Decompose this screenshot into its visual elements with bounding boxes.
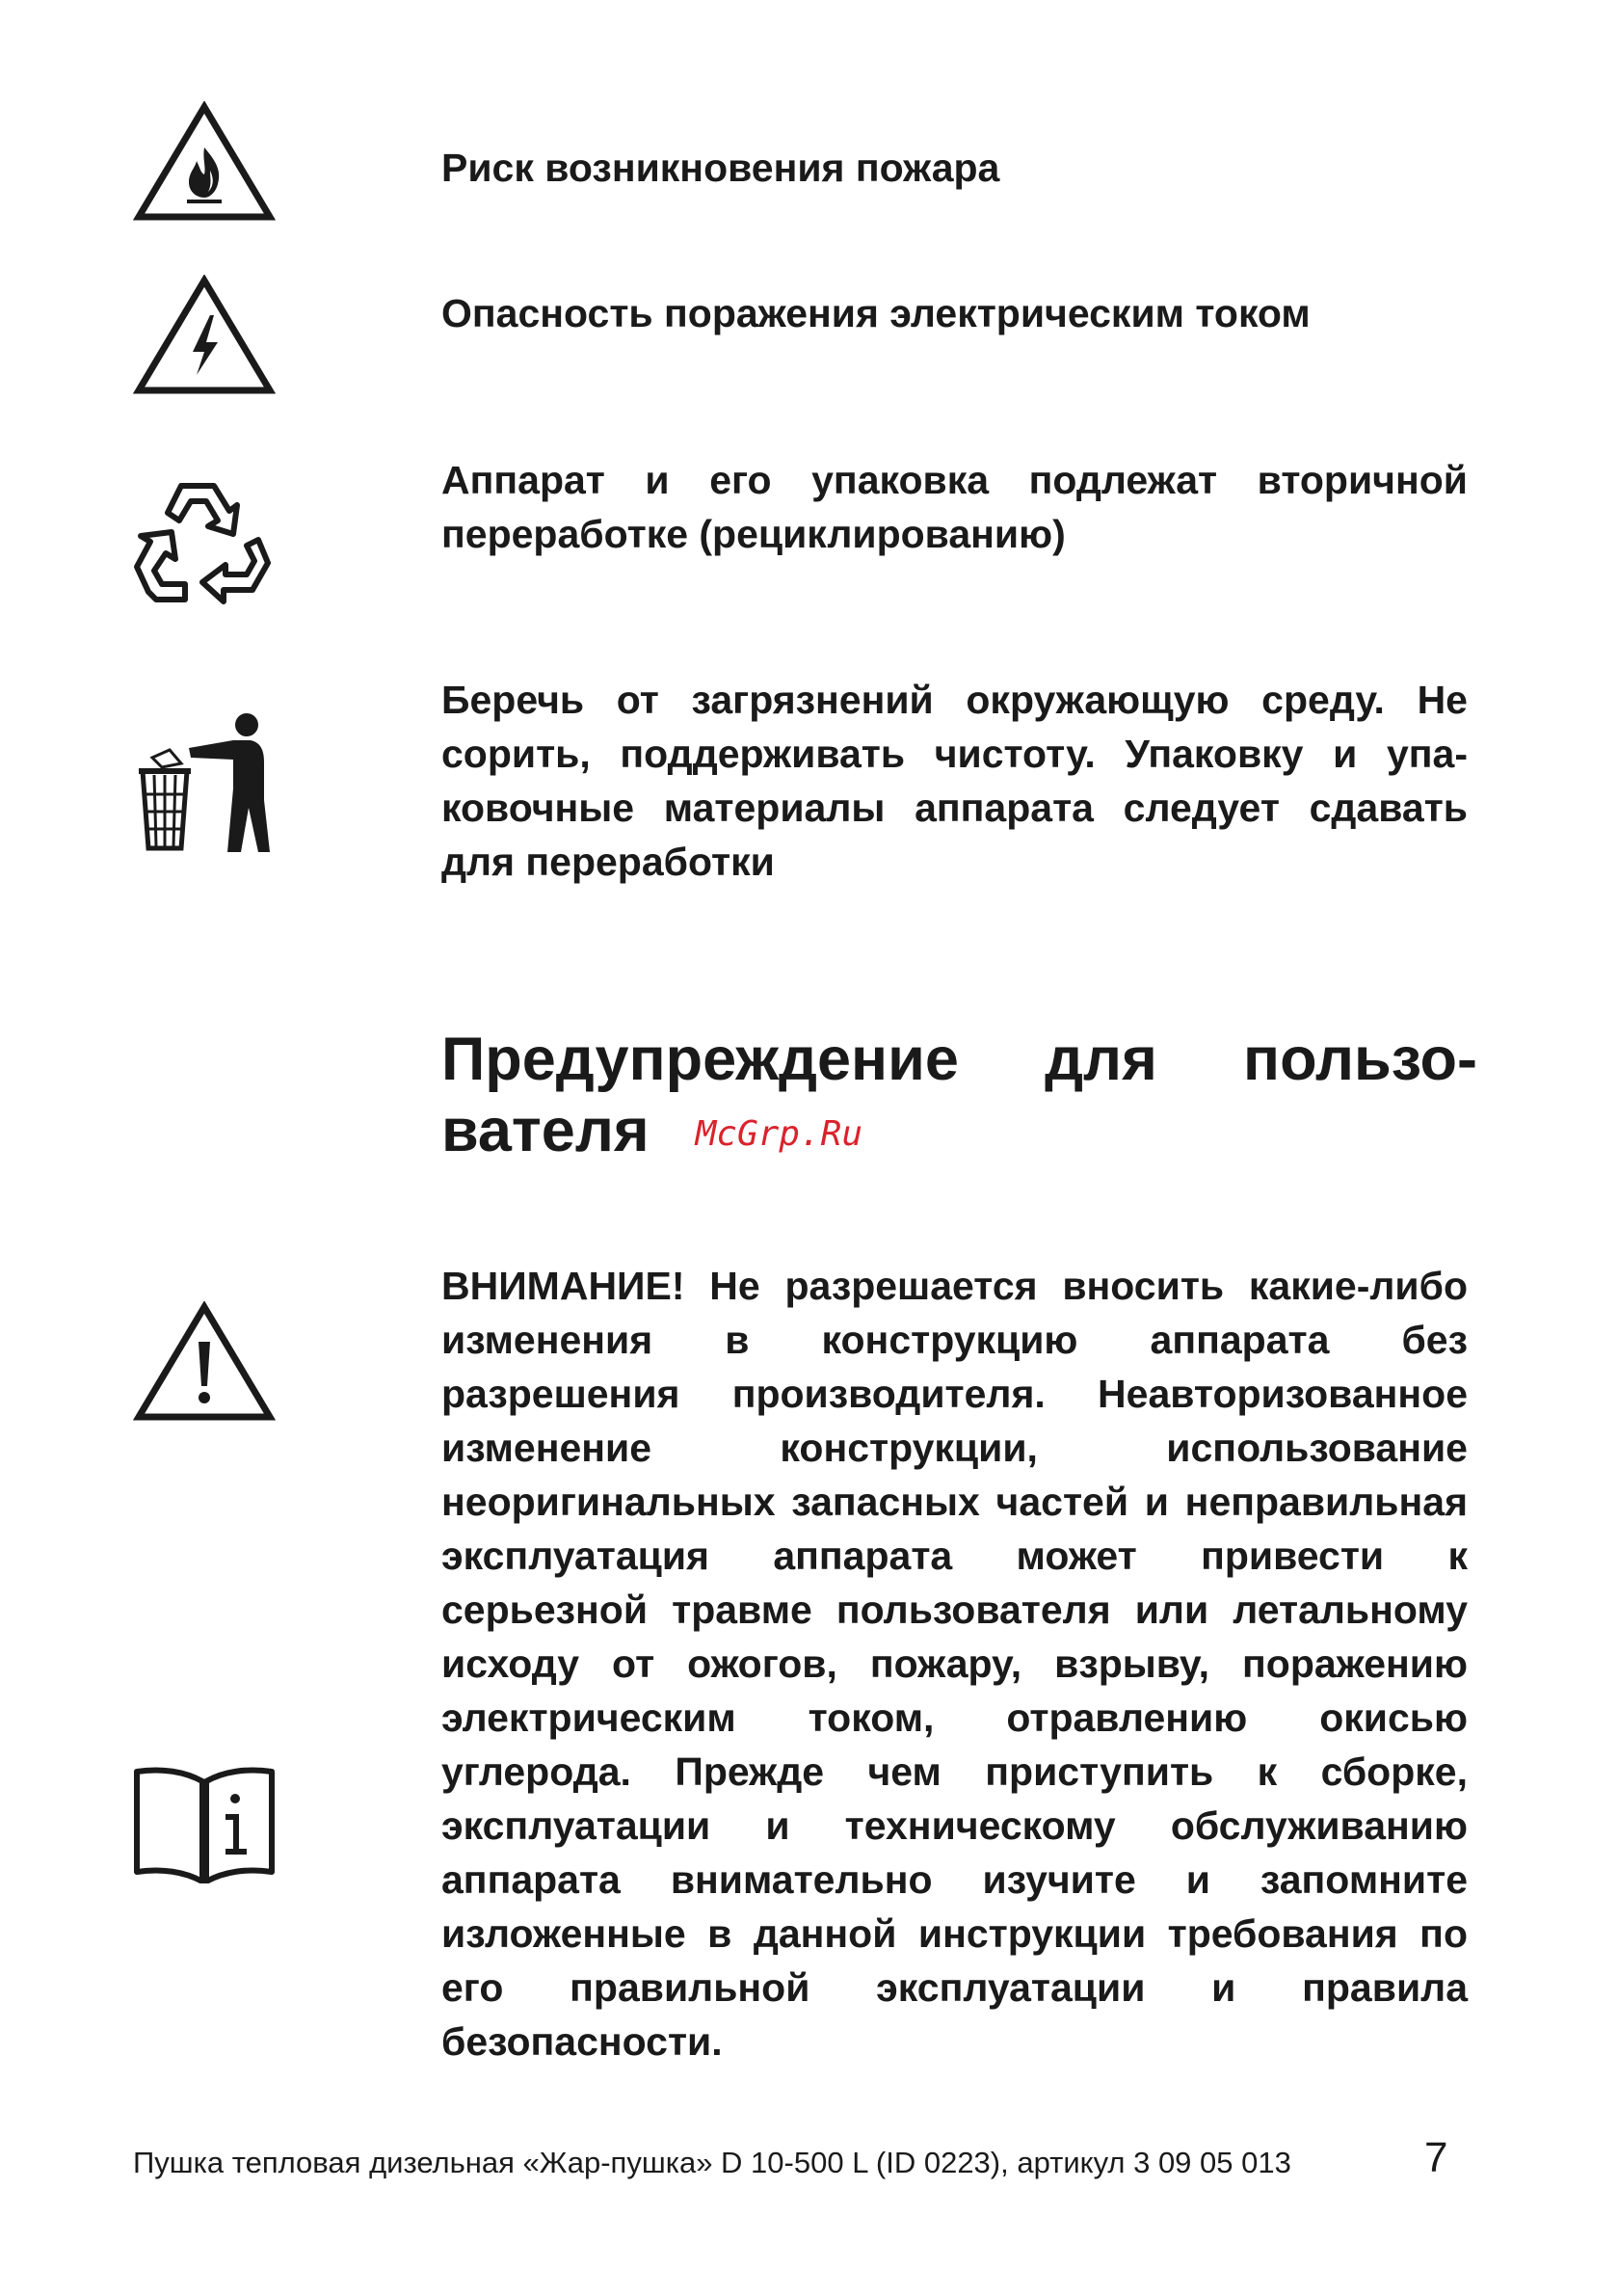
page-number: 7	[1424, 2134, 1448, 2181]
recycle-icon	[133, 478, 276, 613]
section-heading	[441, 1024, 1477, 1170]
watermark-link[interactable]: McGrp.Ru	[695, 1114, 862, 1154]
warning-exclamation-icon	[133, 1301, 276, 1423]
heading-word: вателя	[441, 1097, 650, 1164]
electric-shock-icon	[133, 275, 276, 396]
environment-text: Беречь от загрязнений окружающую среду. Не сорить, поддерживать чистоту. Упаковку и упаковочные материалы аппарата следует сдавать для переработки	[441, 678, 1468, 884]
read-manual-icon	[133, 1766, 276, 1883]
heading-word: пользо-	[1243, 1026, 1477, 1093]
warning-text: ВНИМАНИЕ! Не разрешается вносить какие-либо изменения в конструкцию аппарата без разрешения производителя. Неавторизованное изменение конструкции, использование неоригинальных запасных частей и неправильная эксплуатация аппарата может привести к серьезной травме пользователя или летальному исходу от ожогов, пожару, взрыву, поражению электрическим током, отравлению окисью углерода. Прежде чем приступить к сборке, эксплуатации и техническому обслуживанию аппарата внимательно изучите и запомните изложенные в данной инструкции требования по его правильной эксплуатации и правила безопасности.	[441, 1264, 1468, 2064]
footer-product-info: Пушка тепловая дизельная «Жар-пушка» D 10-500 L (ID 0223), артикул 3 09 05 013	[133, 2146, 1291, 2179]
fire-hazard-icon	[133, 101, 276, 223]
tidy-man-icon	[133, 711, 276, 856]
fire-hazard-text: Риск возникновения пожара	[441, 146, 1000, 190]
heading-word: Предупреждение	[441, 1026, 959, 1093]
heading-word: для	[1045, 1026, 1157, 1093]
electric-shock-text: Опасность поражения электрическим током	[441, 291, 1311, 335]
recycle-text: Аппарат и его упаковка подлежат вторичной переработке (рециклированию)	[441, 458, 1468, 556]
